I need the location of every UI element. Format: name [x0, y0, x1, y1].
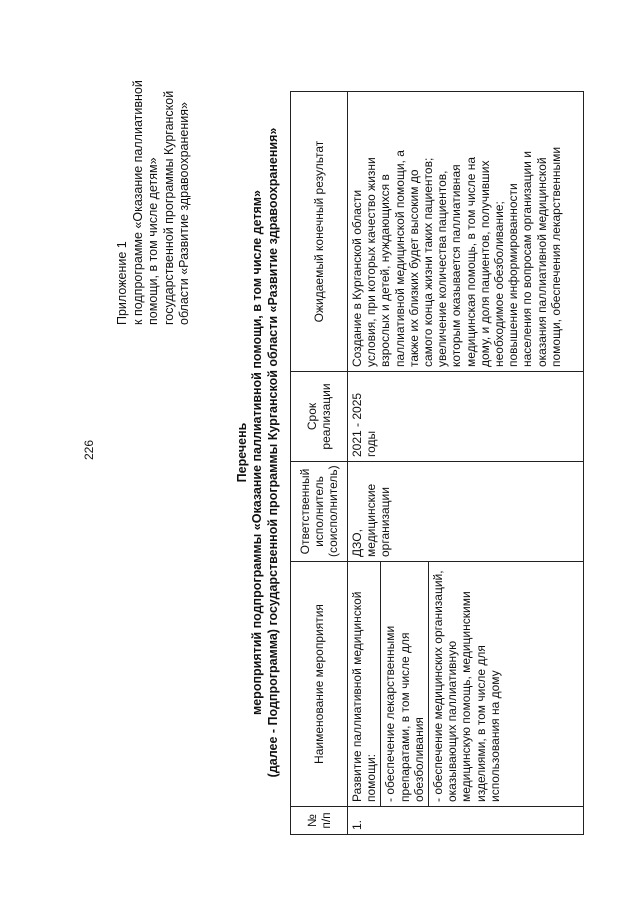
appendix-note: [115, 25, 193, 325]
row-measures: [348, 562, 584, 807]
row-num: 1.: [348, 807, 584, 835]
document-title: Перечень: [235, 422, 249, 483]
table-row: [348, 92, 584, 835]
result-line: медицинская помощь, в том числе на: [463, 156, 478, 367]
row-term: 2021 - 2025 годы: [348, 372, 584, 462]
result-line: населения по вопросам организации и: [520, 151, 535, 367]
result-line: также их близких будет высоким до: [406, 169, 421, 367]
document-subtitle-note: (далее - Подпрограмма) государственной программы Курганской области «Развитие здравоохранения»: [266, 127, 280, 778]
measure-item: - обеспечение медицинских организаций, оказывающих паллиативную медицинскую помощь, медицинскими изделиями, в том числе для использования на дому: [431, 570, 502, 802]
header-executor: Ответственный исполнитель (соисполнитель): [291, 462, 348, 562]
measure-item: Развитие паллиативной медицинской помощи:: [348, 562, 381, 806]
result-line: увеличение количества пациентов,: [435, 170, 450, 367]
result-line: дому, и доля пациентов, получивших: [477, 160, 492, 367]
header-result: Ожидаемый конечный результат: [291, 92, 348, 372]
row-result: [348, 92, 584, 372]
result-line: которым оказывается паллиативная: [449, 164, 464, 367]
result-line: самого конца жизни таких пациентов;: [421, 157, 436, 367]
appendix-line: к подпрограмме «Оказание паллиативной: [130, 80, 145, 325]
page-number: 226: [82, 439, 96, 460]
result-line: оказания паллиативной медицинской: [534, 157, 549, 367]
result-line: условия, при которых качество жизни: [364, 157, 379, 367]
measures-table: [290, 91, 584, 835]
appendix-line: помощи, в том числе детям»: [146, 157, 160, 325]
measures-subtable: [348, 562, 583, 806]
document-subtitle: мероприятий подпрограммы «Оказание паллиативной помощи, в том числе детям»: [250, 190, 264, 716]
appendix-line: Приложение 1: [115, 241, 129, 325]
result-line: взрослых и детей, нуждающихся в: [378, 174, 393, 367]
measure-item: - обеспечение лекарственными препаратами, в том числе для обезболивания: [381, 562, 429, 806]
result-line: Создание в Курганской области: [350, 189, 364, 367]
result-line: необходимое обезболивание;: [492, 201, 507, 367]
header-term: Срок реализации: [291, 372, 348, 462]
appendix-line: государственной программы Курганской: [161, 90, 176, 325]
row-executor: ДЗО, медицинские организации: [348, 462, 584, 562]
header-num: № п/п: [291, 807, 348, 835]
header-name: Наименование мероприятия: [291, 562, 348, 807]
result-line: помощи, обеспечения лекарственными: [548, 146, 563, 367]
result-line: паллиативной медицинской помощи, а: [392, 150, 407, 367]
table-header-row: [291, 92, 348, 835]
result-line: повышение информированности: [506, 183, 521, 367]
appendix-line: области «Развитие здравоохранения»: [177, 102, 191, 325]
